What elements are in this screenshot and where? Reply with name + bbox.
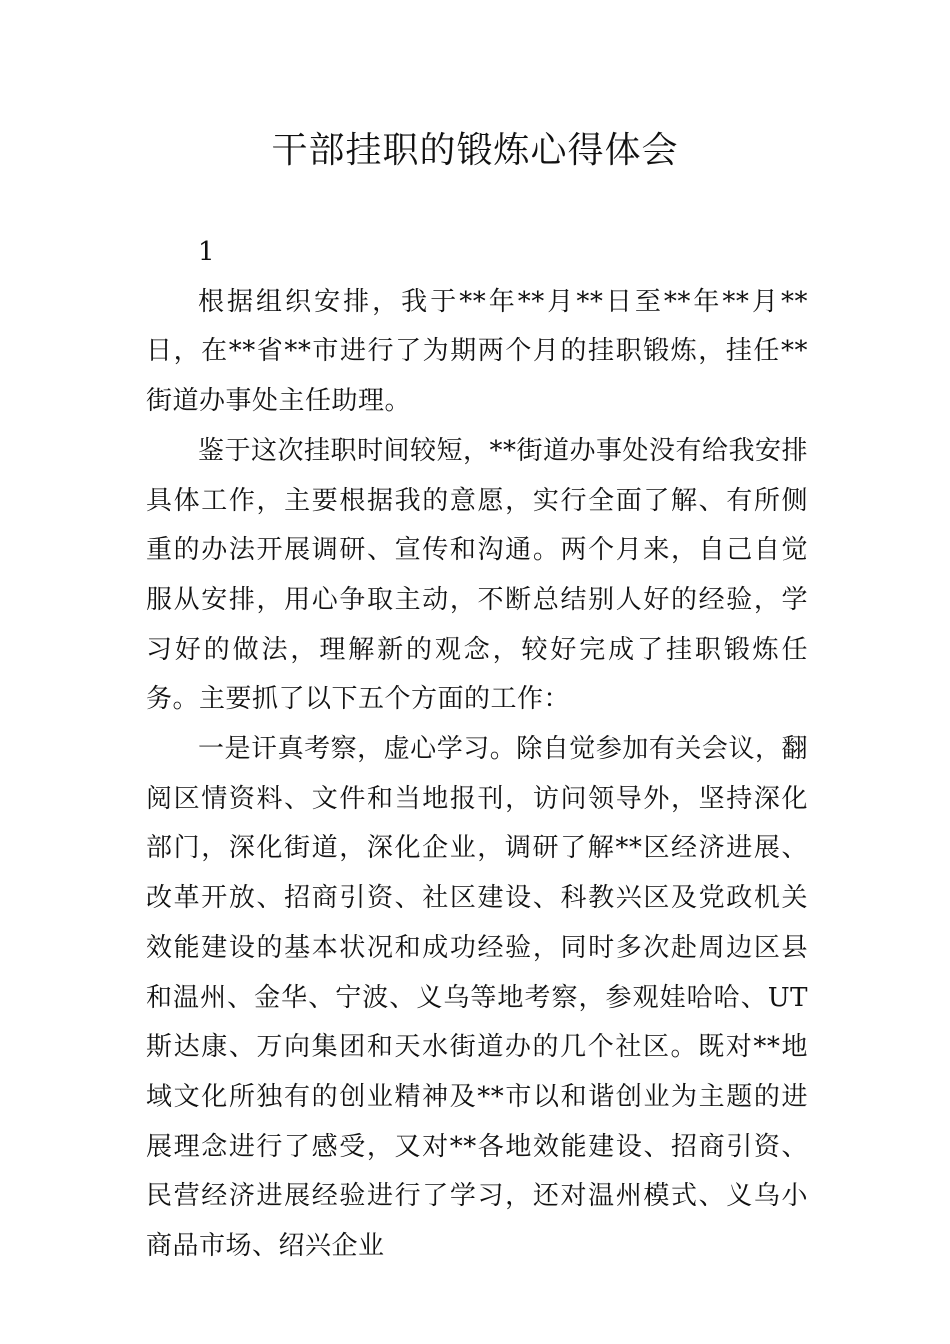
- paragraph-3: 一是讦真考察，虚心学习。除自觉参加有关会议，翻阅区情资料、文件和当地报刊，访问领导外，坚持深化部门，深化街道，深化企业，调研了解**区经济进展、改革开放、招商引资、社区建设、科教兴区及党政机关效能建设的基本状况和成功经验，同时多次赴周边区县和温州、金华、宁波、义乌等地考察，参观娃哈哈、UT斯达康、万向集团和天水街道办的几个社区。既对**地域文化所独有的创业精神及**市以和谐创业为主题的进展理念进行了感受，又对**各地效能建设、招商引资、民营经济进展经验进行了学习，还对温州模式、义乌小商品市场、绍兴企业: [146, 734, 808, 1262]
- paragraph-2: 鉴于这次挂职时间较短，**街道办事处没有给我安排具体工作，主要根据我的意愿，实行全面了解、有所侧重的办法开展调研、宣传和沟通。两个月来，自己自觉服从安排，用心争取主动，不断总结别人好的经验，学习好的做法，理解新的观念，较好完成了挂职锻炼任务。主要抓了以下五个方面的工作：: [146, 435, 809, 715]
- document-body: [146, 228, 808, 1272]
- paragraph-1: 根据组织安排，我于**年**月**日至**年**月**日，在**省**市进行了为期两个月的挂职锻炼，挂任**街道办事处主任助理。: [146, 286, 808, 417]
- section-number: 1: [198, 237, 216, 267]
- document-title: 干部挂职的锻炼心得体会: [271, 130, 679, 171]
